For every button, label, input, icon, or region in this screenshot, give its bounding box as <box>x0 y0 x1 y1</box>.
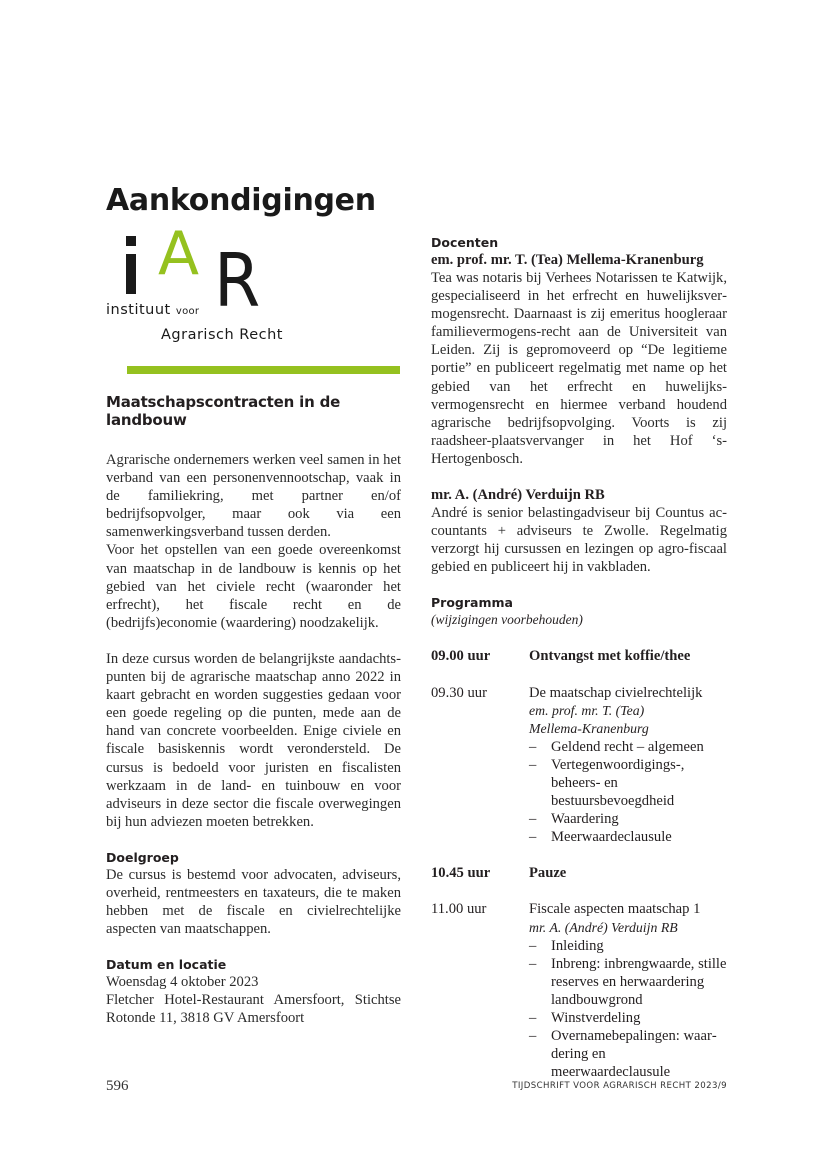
program-content <box>529 900 727 1081</box>
program-time: 09.30 uur <box>431 684 487 701</box>
datum-date: Woensdag 4 oktober 2023 <box>106 974 259 991</box>
program-point: – Geldend recht – algemeen <box>529 738 727 756</box>
program-speaker: em. prof. mr. T. (Tea) <box>529 702 645 718</box>
program-point: – Inleiding <box>529 937 727 955</box>
program-item <box>431 864 727 882</box>
program-content <box>529 684 727 847</box>
program-speaker: Mellema-Kranenburg <box>529 720 649 736</box>
logo-text-line1 <box>106 302 199 318</box>
intro-paragraph-3: In deze cursus worden de belangrijkste aandachtspunten bij de agrarische maatschap anno 2022 in kaart gebracht en worden suggesties gedaan voor een goede regeling op die punten, mede aan de hand van concrete voorbeelden. Enige civiele en fiscale basiskennis wordt verondersteld. De cursus is bedoeld voor juristen en fiscalisten werkzaam in de land- en tuinbouw en voor adviseurs in deze sector die fiscale overwegingen bij hun adviezen moeten betrekken. <box>106 650 401 830</box>
page-title: Aankondigingen <box>106 183 376 219</box>
green-divider <box>127 366 400 374</box>
datum-heading: Datum en locatie <box>106 957 227 973</box>
logo-text-line2: Agrarisch Recht <box>161 327 283 343</box>
logo-letter-r: R <box>214 238 261 324</box>
speaker-bio: André is senior belastingadviseur bij Countus accountants + adviseurs te Zwolle. Regelmatig verzorgt hij cursussen en lezingen op agro-fiscaal gebied en publiceert hij in vakbladen. <box>431 505 727 576</box>
program-time: 10.45 uur <box>431 865 491 882</box>
program-item <box>431 684 727 847</box>
program-point: – Meerwaardeclausule <box>529 828 727 846</box>
program-points <box>529 738 727 847</box>
logo-voor: voor <box>175 306 200 317</box>
left-column <box>106 393 401 1028</box>
program-title: Pauze <box>529 865 567 882</box>
article-title: Maatschapscontracten in de landbouw <box>106 393 341 429</box>
intro-paragraph-1: Agrarische ondernemers werken veel samen in het verband van een personenvennootschap, vaak in de familiekring, met partner en/of bedrijfsopvolger, maar ook via een samenwerkingsverband tussen derden. <box>106 452 401 541</box>
datum-location: Fletcher Hotel-Restaurant Amersfoort, Stichtse Rotonde 11, 3818 GV Amersfoort <box>106 992 401 1027</box>
page-number: 596 <box>106 1078 129 1094</box>
doelgroep-text: De cursus is bestemd voor advocaten, adviseurs, overheid, rentmeesters en taxateurs, die te maken hebben met de fiscale en civielrechtelijke aspecten van maatschappen. <box>106 866 401 938</box>
intro-paragraph-2: Voor het opstellen van een goede overeenkomst van maatschap in de landbouw is kennis op het gebied van het civiele recht (waaronder het erfrecht), het fiscale recht en de (bedrijfs)economie (waardering) noodzakelijk. <box>106 542 401 631</box>
program-time: 11.00 uur <box>431 901 487 918</box>
program-point: – Waardering <box>529 810 727 828</box>
program-points <box>529 937 727 1082</box>
logo-letter-a: A <box>158 219 200 289</box>
logo-i-dot <box>126 236 136 246</box>
program-time: 09.00 uur <box>431 648 491 665</box>
program-point: – Overnamebepalingen: waardering en meerwaardeclausule <box>529 1027 727 1081</box>
program-title: Fiscale aspecten maatschap 1 <box>529 901 701 918</box>
program-speaker: mr. A. (André) Verduijn RB <box>529 919 678 935</box>
speaker-bio: Tea was notaris bij Verhees Notarissen te Katwijk, gespecialiseerd in het erfrecht en huwelijksvermogensrecht. Daarnaast is zij emeritus hoogleraar familievermogens-recht aan de Universiteit van Leiden. Zij is gepromoveerd op “De legitieme portie” en publiceert regelmatig met name op het gebied van het erfrecht en huwelijks-vermogensrecht en hiermee verband houdend agrarische bedrijfsopvolging. Voorts is zij raadsheer-plaatsvervanger in het Hof ‘s-Hertogenbosch. <box>431 270 727 467</box>
program-point: – Inbreng: inbrengwaarde, stille reserves en herwaardering landbouwgrond <box>529 955 727 1009</box>
docenten-heading: Docenten <box>431 235 499 250</box>
programma-heading: Programma <box>431 595 513 611</box>
program-item <box>431 647 727 665</box>
program-title: Ontvangst met koffie/thee <box>529 648 691 665</box>
programma-note: (wijzigingen voorbehouden) <box>431 612 583 628</box>
program-title: De maatschap civielrechtelijk <box>529 684 703 701</box>
program-point: – Winstverdeling <box>529 1009 727 1027</box>
logo-i-stem <box>126 254 136 294</box>
doelgroep-heading: Doelgroep <box>106 849 179 865</box>
speaker-name: em. prof. mr. T. (Tea) Mellema-Kranenburg <box>431 252 704 268</box>
speaker-name: mr. A. (André) Verduijn RB <box>431 487 605 504</box>
journal-name: TIJDSCHRIFT VOOR AGRARISCH RECHT 2023/9 <box>512 1081 727 1091</box>
program-item <box>431 900 727 1081</box>
right-column <box>431 234 727 1081</box>
logo-letter-i <box>126 236 136 294</box>
logo-instituut: instituut <box>106 302 171 318</box>
iar-logo <box>106 219 306 348</box>
program-point: – Vertegenwoordigings-, beheers- en bestuursbevoegdheid <box>529 756 727 810</box>
